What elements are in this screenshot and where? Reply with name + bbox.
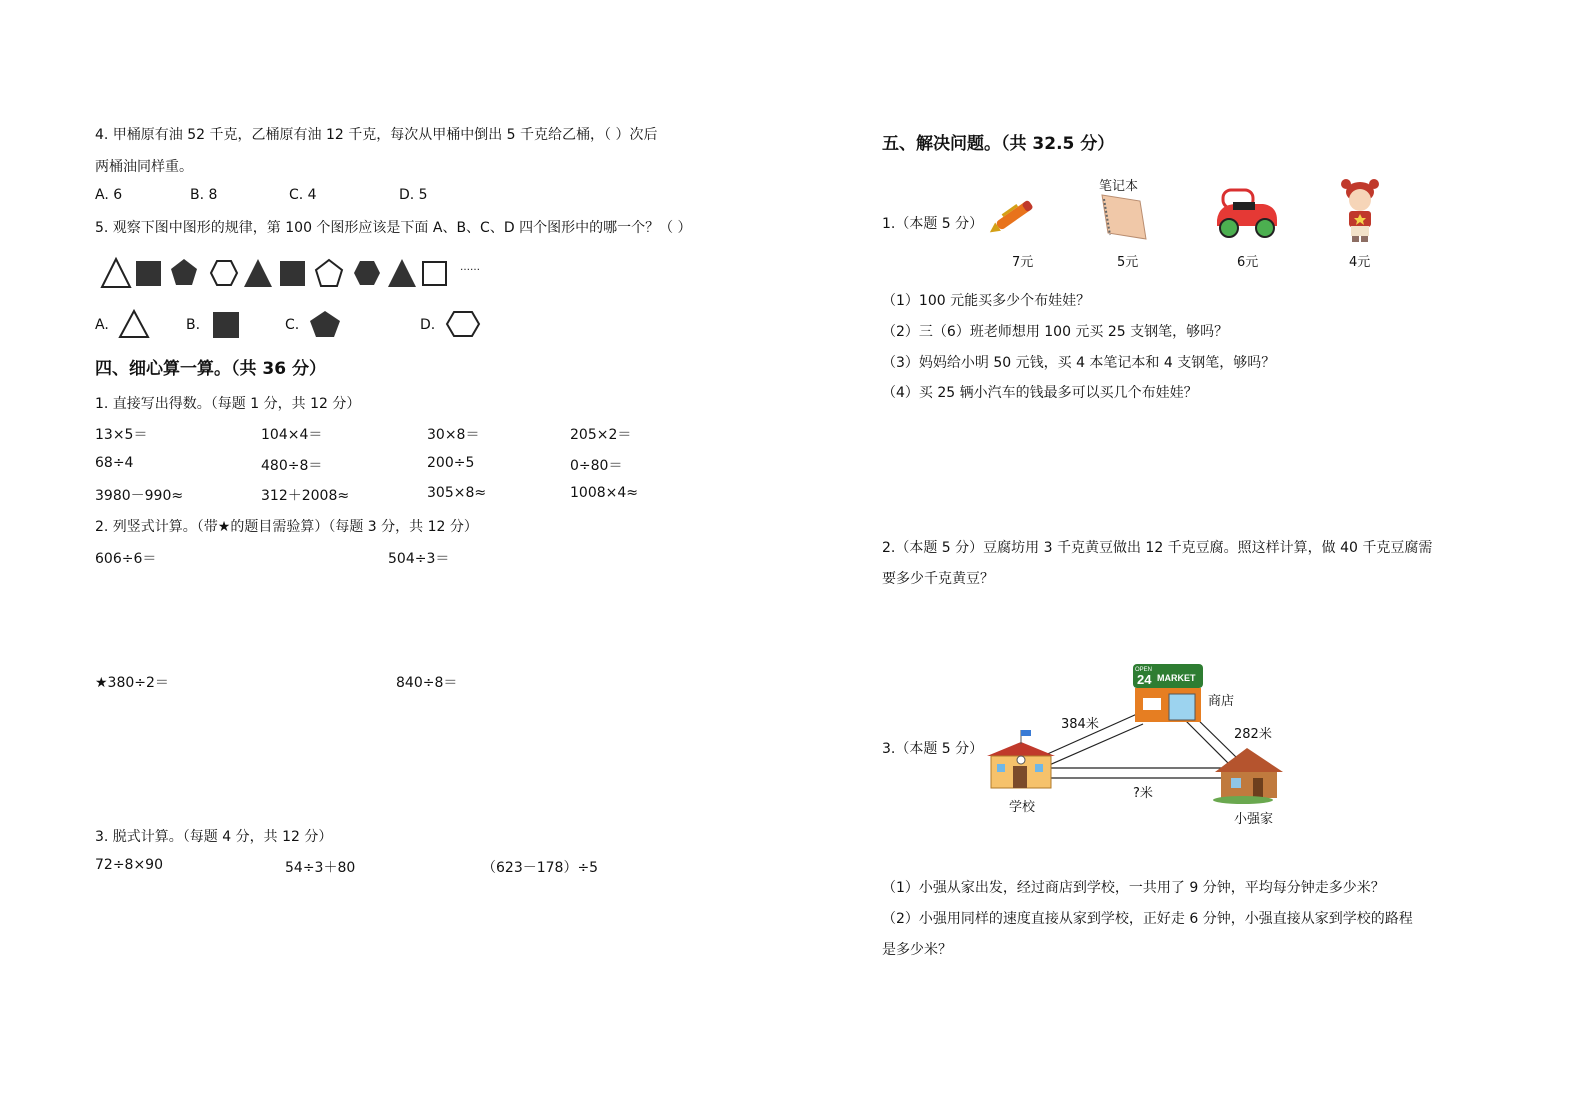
q5-option-d-label: D. — [420, 317, 436, 333]
triangle-filled-icon — [244, 259, 272, 287]
calc-item: 68÷4 — [95, 455, 134, 471]
stepwise-calc-item: （623－178）÷5 — [482, 860, 599, 876]
toy-car-icon — [1213, 180, 1281, 244]
notebook-price: 5元 — [1117, 255, 1139, 270]
calc-item: 312＋2008≈ — [261, 488, 350, 504]
q5-question: 5. 观察下图中图形的规律，第 100 个图形应该是下面 A、B、C、D 四个图形中的哪一个？（ ） — [95, 220, 692, 236]
vertical-calc-item: 504÷3＝ — [388, 551, 450, 567]
calc-item: 3980－990≈ — [95, 488, 184, 504]
q5-option-a-label: A. — [95, 317, 109, 333]
shop-label: 商店 — [1208, 694, 1235, 709]
vertical-calc-item: 840÷8＝ — [396, 675, 458, 691]
pentagon-outline-icon — [316, 260, 342, 286]
pen-price: 7元 — [1012, 255, 1034, 270]
q2-line1: 2.（本题 5 分）豆腐坊用 3 千克黄豆做出 12 千克豆腐。照这样计算，做 40 千克豆腐需 — [882, 540, 1433, 556]
hexagon-filled-icon — [354, 261, 380, 285]
toy-car-price: 6元 — [1237, 255, 1259, 270]
calc-item: 0÷80＝ — [570, 458, 623, 474]
pentagon-filled-icon — [308, 309, 342, 339]
market-sign-open: OPEN — [1135, 667, 1153, 673]
pen-icon — [985, 192, 1045, 240]
triangle-outline-icon — [102, 259, 130, 287]
q3-sub1: （1）小强从家出发，经过商店到学校，一共用了 9 分钟，平均每分钟走多少米？ — [882, 880, 1385, 896]
q1-sub2: （2）三（6）班老师想用 100 元买 25 支钢笔，够吗？ — [882, 324, 1229, 340]
square-outline-icon — [423, 262, 446, 285]
vertical-calc-item: ★380÷2＝ — [95, 675, 169, 691]
section4-title: 四、细心算一算。（共 36 分） — [95, 359, 326, 379]
calc-item: 205×2＝ — [570, 427, 632, 443]
hexagon-outline-icon — [445, 309, 481, 339]
q4-line2: 两桶油同样重。 — [95, 159, 193, 175]
q5-option-c-label: C. — [285, 317, 300, 333]
q4-option-b: B. 8 — [190, 187, 218, 203]
q3-label: 3.（本题 5 分） — [882, 741, 984, 757]
s4-q1-title: 1. 直接写出得数。（每题 1 分，共 12 分） — [95, 396, 361, 412]
shape-sequence — [98, 255, 498, 291]
distance-school-shop: 384米 — [1061, 717, 1099, 732]
stepwise-calc-item: 72÷8×90 — [95, 857, 163, 873]
calc-item: 104×4＝ — [261, 427, 323, 443]
square-filled-icon — [136, 261, 161, 286]
s4-q3-title: 3. 脱式计算。（每题 4 分，共 12 分） — [95, 829, 333, 845]
q1-sub4: （4）买 25 辆小汽车的钱最多可以买几个布娃娃？ — [882, 385, 1198, 401]
school-label: 学校 — [1009, 800, 1036, 815]
square-filled-icon — [280, 261, 305, 286]
school-icon — [987, 730, 1055, 788]
doll-icon — [1338, 176, 1382, 244]
q5-option-b-label: B. — [186, 317, 201, 333]
q1-sub3: （3）妈妈给小明 50 元钱，买 4 本笔记本和 4 支钢笔，够吗？ — [882, 355, 1276, 371]
doll-price: 4元 — [1349, 255, 1371, 270]
q4-option-d: D. 5 — [399, 187, 428, 203]
q4-option-c: C. 4 — [289, 187, 317, 203]
market-sign-text: MARKET — [1157, 673, 1196, 683]
distance-shop-home: 282米 — [1234, 727, 1272, 742]
section5-title: 五、解决问题。（共 32.5 分） — [882, 134, 1115, 154]
calc-item: 200÷5 — [427, 455, 475, 471]
hexagon-outline-icon — [211, 261, 237, 285]
triangle-filled-icon — [388, 259, 416, 287]
calc-item: 480÷8＝ — [261, 458, 323, 474]
q5-ellipsis: …… — [460, 262, 480, 273]
notebook-caption: 笔记本 — [1099, 179, 1139, 194]
s4-q2-title: 2. 列竖式计算。（带★的题目需验算）（每题 3 分，共 12 分） — [95, 519, 478, 535]
market-sign-number: 24 — [1137, 672, 1152, 687]
calc-item: 1008×4≈ — [570, 485, 638, 501]
road-shop-home-edge — [1185, 720, 1229, 764]
square-filled-icon — [212, 311, 240, 339]
vertical-calc-item: 606÷6＝ — [95, 551, 157, 567]
q3-sub2: （2）小强用同样的速度直接从家到学校，正好走 6 分钟，小强直接从家到学校的路程 — [882, 911, 1413, 927]
calc-item: 305×8≈ — [427, 485, 487, 501]
distance-school-home: ?米 — [1133, 786, 1153, 801]
q4-option-a: A. 6 — [95, 187, 123, 203]
q4-line1: 4. 甲桶原有油 52 千克，乙桶原有油 12 千克，每次从甲桶中倒出 5 千克给乙桶，（ ）次后 — [95, 127, 658, 143]
q3-sub2-line2: 是多少米？ — [882, 942, 952, 958]
q1-label: 1.（本题 5 分） — [882, 216, 984, 232]
calc-item: 30×8＝ — [427, 427, 480, 443]
home-icon — [1213, 748, 1283, 804]
home-label: 小强家 — [1234, 812, 1274, 827]
q1-sub1: （1）100 元能买多少个布娃娃？ — [882, 293, 1091, 309]
notebook-icon — [1094, 193, 1154, 243]
pentagon-filled-icon — [171, 259, 197, 285]
triangle-outline-icon — [118, 309, 150, 339]
q2-line2: 要多少千克黄豆？ — [882, 571, 994, 587]
calc-item: 13×5＝ — [95, 427, 148, 443]
stepwise-calc-item: 54÷3＋80 — [285, 860, 356, 876]
